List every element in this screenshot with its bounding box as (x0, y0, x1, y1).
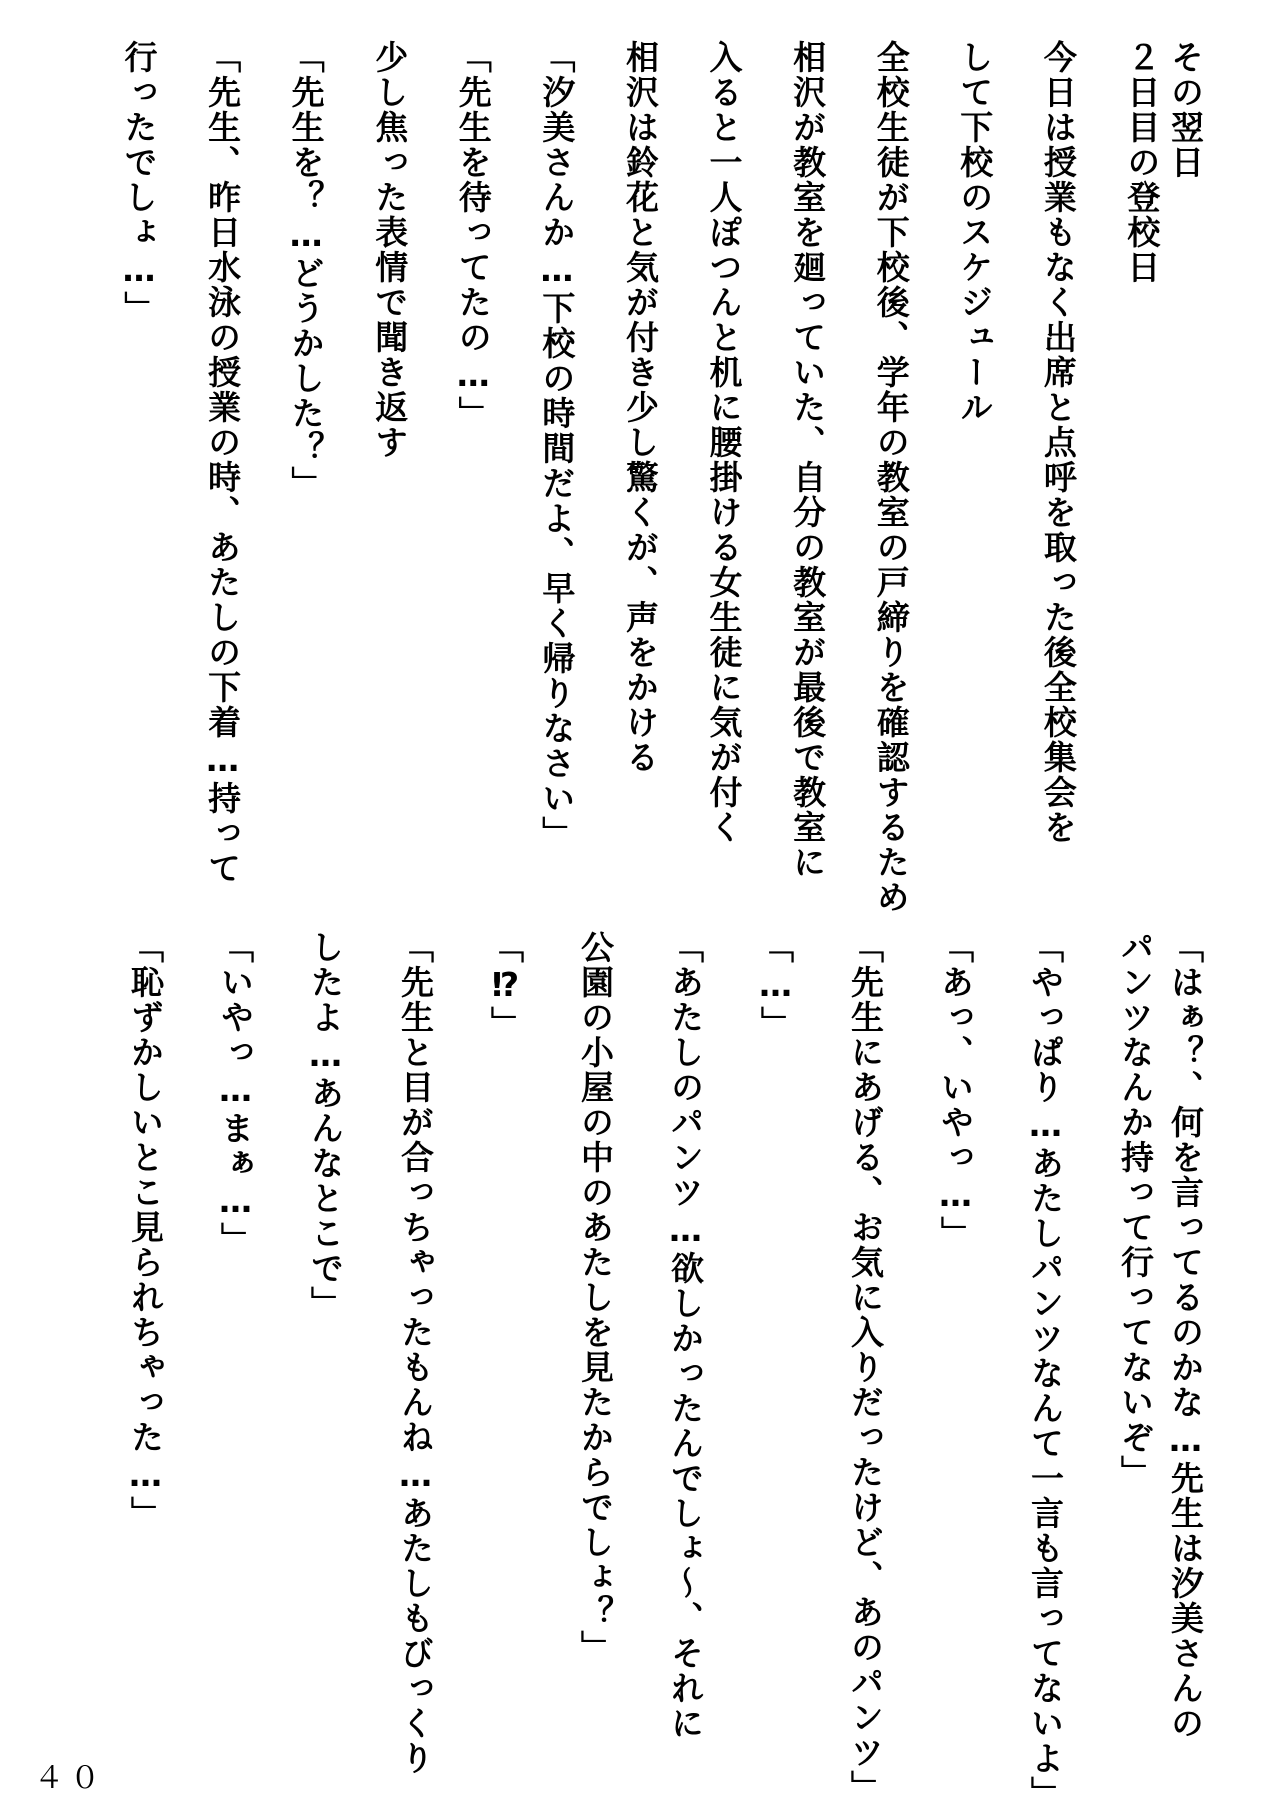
text-line: したよ…あんなとこで」 (306, 930, 345, 1321)
text-line: 「恥ずかしいとこ見られちゃった…」 (126, 930, 165, 1531)
text-line: 「先生と目が合っちゃったもんね…あたしもびっくり (396, 930, 435, 1776)
text-line: 「あっ、いやっ…」 (936, 930, 975, 1251)
text-line: 相沢は鈴花と気が付き少し驚くが、声をかける (620, 40, 660, 775)
text-line: パンツなんか持って行ってないぞ」 (1116, 930, 1155, 1490)
text-line: 公園の小屋の中のあたしを見たからでしょ？」 (576, 930, 615, 1665)
text-line: 「先生を待ってたの…」 (453, 40, 493, 431)
text-line: 今日は授業もなく出席と点呼を取った後全校集会を (1038, 40, 1078, 845)
text-line: 「先生にあげる、お気に入りだったけど、あのパンツ」 (846, 930, 885, 1805)
text-line: 「…」 (756, 930, 795, 1041)
text-line: 入ると一人ぽつんと机に腰掛ける女生徒に気が付く (704, 40, 744, 845)
text-line: 少し焦った表情で聞き返す (370, 40, 410, 460)
page-number: ４０ (34, 1761, 106, 1796)
text-line: 「先生、昨日水泳の授業の時、あたしの下着…持って (203, 40, 243, 886)
text-line: 「やっぱり…あたしパンツなんて一言も言ってないよ」 (1026, 930, 1065, 1811)
text-line: 相沢が教室を廻っていた、自分の教室が最後で教室に (788, 40, 828, 880)
text-line: 「あたしのパンツ…欲しかったんでしょ〜、それに (666, 930, 705, 1741)
text-line: 「汐美さんか…下校の時間だよ、早く帰りなさい」 (537, 40, 577, 851)
text-line: 「⁉」 (486, 930, 525, 1041)
text-line: 行ったでしょ…」 (119, 40, 159, 326)
text-line: して下校のスケジュール (955, 40, 995, 425)
text-line: 「先生を？…どうかした？」 (286, 40, 326, 501)
text-line: ２日目の登校日 (1122, 40, 1162, 285)
text-line: 全校生徒が下校後、学年の教室の戸締りを確認するため (871, 40, 911, 915)
text-block-top (72, 40, 1205, 915)
text-line: 「いやっ…まぁ…」 (216, 930, 255, 1257)
text-line: その翌日 (1166, 40, 1205, 180)
text-line: 「はぁ？、何を言ってるのかな…先生は汐美さんの (1166, 930, 1205, 1741)
text-block-bottom (72, 930, 1205, 1811)
